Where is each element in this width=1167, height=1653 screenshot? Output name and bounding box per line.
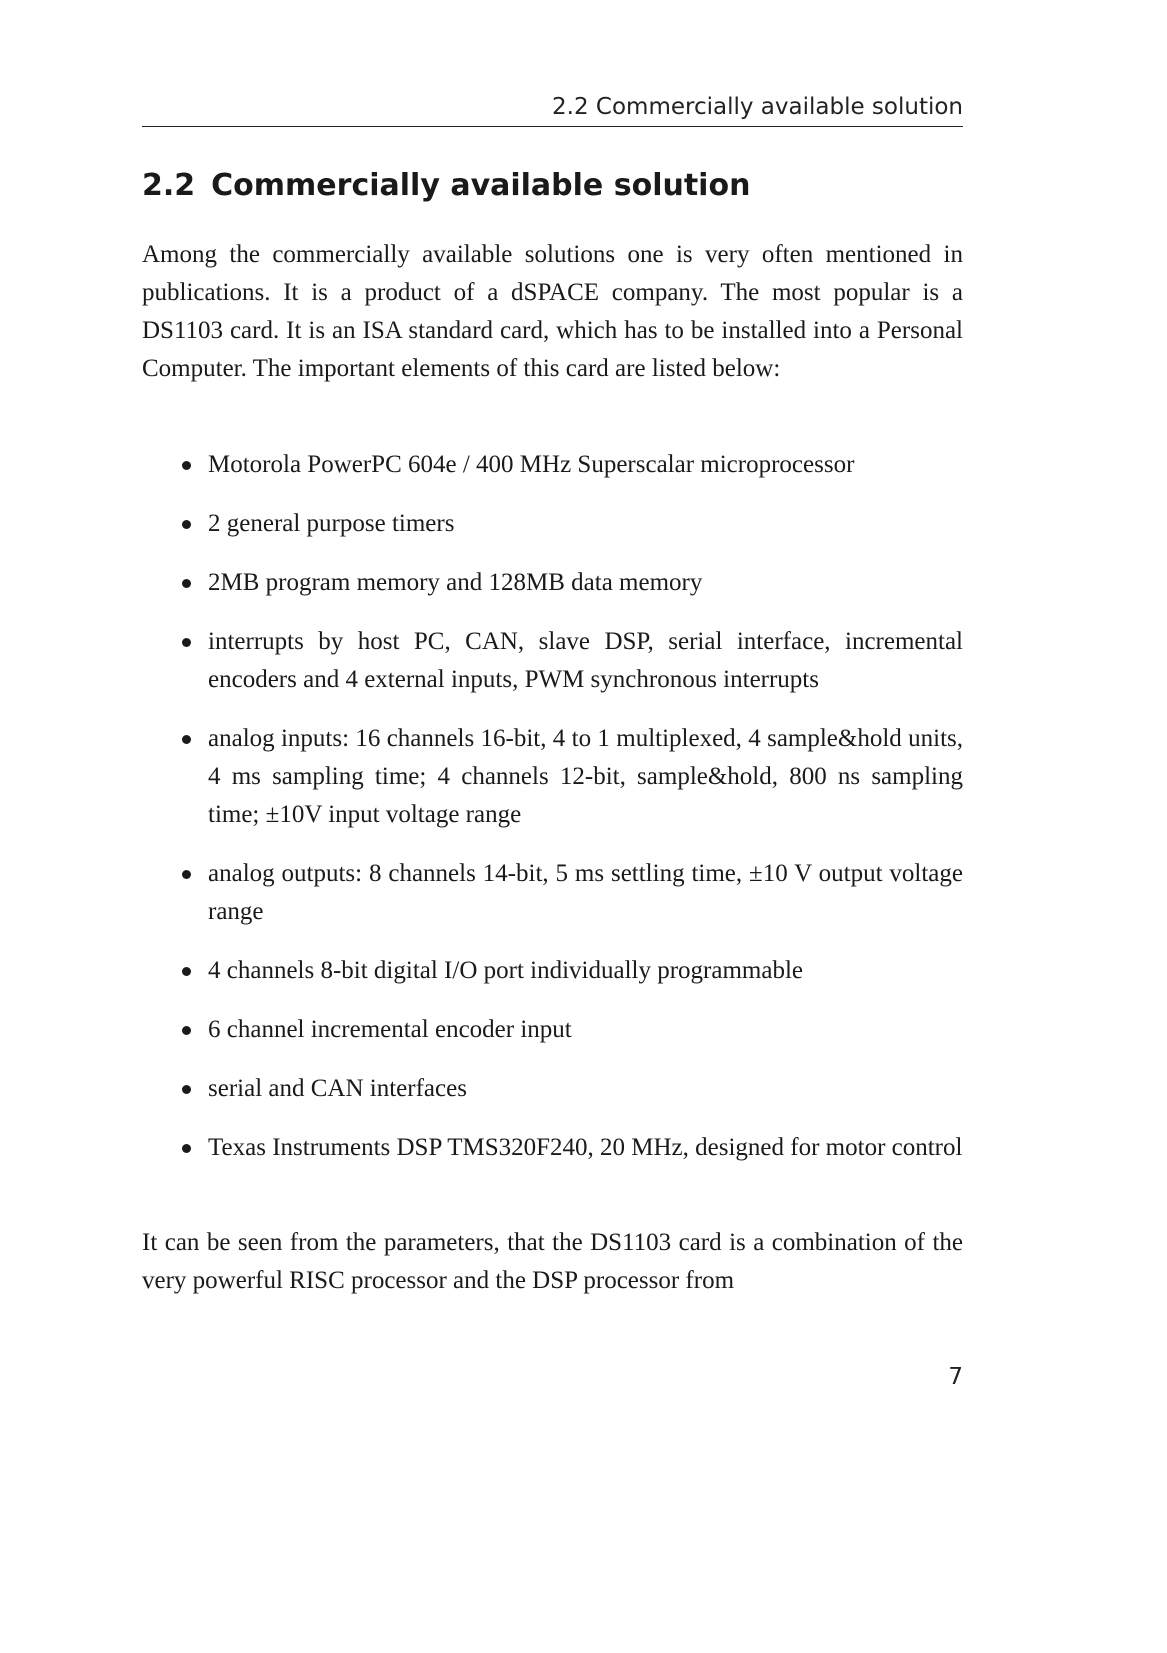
bullet-icon: [182, 579, 191, 588]
feature-list: [142, 446, 963, 1188]
list-item: [142, 446, 963, 484]
bullet-icon: [182, 520, 191, 529]
list-item: [142, 505, 963, 543]
list-item-text: serial and CAN interfaces: [208, 1075, 467, 1102]
list-item-text: analog outputs: 8 channels 14-bit, 5 ms settling time, ±10 V output voltage range: [208, 860, 963, 925]
list-item-text: 2MB program memory and 128MB data memory: [208, 569, 703, 596]
list-item-text: Texas Instruments DSP TMS320F240, 20 MHz, designed for motor control: [208, 1134, 963, 1161]
section-number: 2.2: [142, 168, 196, 203]
bullet-icon: [182, 461, 191, 470]
bullet-icon: [182, 735, 191, 744]
list-item: [142, 720, 963, 834]
list-item: [142, 564, 963, 602]
list-item-text: 4 channels 8-bit digital I/O port individually programmable: [208, 957, 804, 984]
list-item: [142, 1070, 963, 1108]
bullet-icon: [182, 1085, 191, 1094]
page-number: 7: [948, 1364, 963, 1390]
list-item-text: 2 general purpose timers: [208, 510, 455, 537]
list-item-text: 6 channel incremental encoder input: [208, 1016, 572, 1043]
bullet-icon: [182, 1144, 191, 1153]
section-title-text: Commercially available solution: [211, 168, 751, 203]
list-item-text: interrupts by host PC, CAN, slave DSP, serial interface, incremental encoders and 4 external inputs, PWM synchronous interrupts: [208, 628, 963, 693]
list-item-text: analog inputs: 16 channels 16-bit, 4 to 1 multiplexed, 4 sample&hold units, 4 ms sampling time; 4 channels 12-bit, sample&hold, 800 ns sampling time; ±10V input voltage range: [208, 725, 963, 828]
bullet-icon: [182, 870, 191, 879]
intro-paragraph: Among the commercially available solutions one is very often mentioned in publications. It is a product of a dSPACE company. The most popular is a DS1103 card. It is an ISA standard card, which has to be installed into a Personal Computer. The important elements of this card are listed below:: [142, 241, 963, 382]
running-header: 2.2 Commercially available solution: [142, 92, 963, 127]
list-item: [142, 623, 963, 699]
list-item-text: Motorola PowerPC 604e / 400 MHz Superscalar microprocessor: [208, 451, 855, 478]
list-item: [142, 1011, 963, 1049]
bullet-icon: [182, 967, 191, 976]
bullet-icon: [182, 1026, 191, 1035]
list-item: [142, 1129, 963, 1167]
closing-paragraph: It can be seen from the parameters, that the DS1103 card is a combination of the very powerful RISC processor and the DSP processor from: [142, 1229, 963, 1294]
section-heading: [142, 168, 750, 203]
bullet-icon: [182, 638, 191, 647]
list-item: [142, 952, 963, 990]
list-item: [142, 855, 963, 931]
